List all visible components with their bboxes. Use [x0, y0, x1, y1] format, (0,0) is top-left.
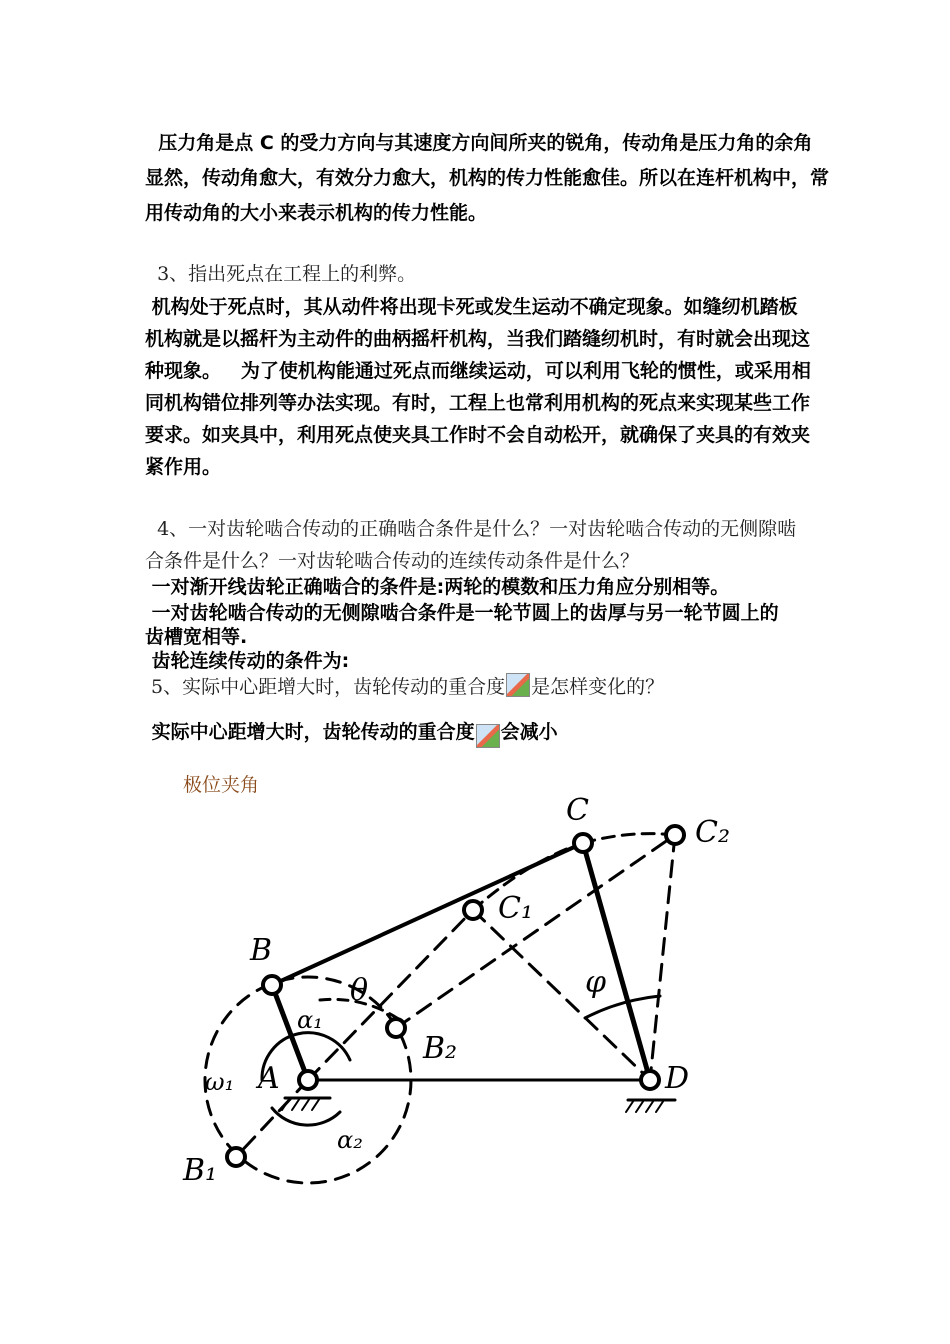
- question-4: 4、一对齿轮啮合传动的正确啮合条件是什么？一对齿轮啮合传动的无侧隙啮: [145, 518, 797, 540]
- text-line: 用传动角的大小来表示机构的传力性能。: [145, 202, 488, 224]
- crank-rocker-mechanism-diagram: [180, 790, 760, 1210]
- label-c1: C₁: [498, 891, 533, 926]
- question-5: [145, 673, 664, 699]
- answer-4: 一对渐开线齿轮正确啮合的条件是:两轮的模数和压力角应分别相等。: [145, 576, 730, 598]
- question-5-text: 是怎样变化的？: [531, 676, 665, 698]
- question-5-text: 5、实际中心距增大时，齿轮传动的重合度: [145, 676, 506, 698]
- label-b1: B₁: [183, 1153, 218, 1188]
- label-a: A: [258, 1061, 280, 1096]
- label-b2: B₂: [423, 1031, 458, 1066]
- label-theta: θ: [350, 973, 369, 1008]
- answer-5-text: 实际中心距增大时，齿轮传动的重合度: [145, 721, 475, 743]
- answer-5: [145, 720, 558, 748]
- label-omega1: ω₁: [205, 1068, 235, 1096]
- question-4: 合条件是什么？一对齿轮啮合传动的连续传动条件是什么？: [145, 550, 640, 572]
- answer-5-text: 会减小: [500, 721, 558, 743]
- text-line: 压力角是点 C 的受力方向与其速度方向间所夹的锐角，传动角是压力角的余角: [145, 132, 813, 154]
- text-line: 显然，传动角愈大，有效分力愈大，机构的传力性能愈佳。所以在连杆机构中，常: [145, 167, 830, 189]
- broken-image-icon: [506, 673, 530, 697]
- question-3: 3、指出死点在工程上的利弊。: [145, 263, 417, 285]
- answer-4: 一对齿轮啮合传动的无侧隙啮合条件是一轮节圆上的齿厚与另一轮节圆上的: [145, 602, 779, 624]
- label-alpha2: α₂: [337, 1126, 363, 1154]
- text-line: 同机构错位排列等办法实现。有时，工程上也常利用机构的死点来实现某些工作: [145, 392, 811, 414]
- answer-4: 齿槽宽相等.: [145, 626, 248, 648]
- text-line: 机构处于死点时，其从动件将出现卡死或发生运动不确定现象。如缝纫机踏板: [145, 296, 798, 318]
- broken-image-icon: [476, 724, 500, 748]
- answer-4: 齿轮连续传动的条件为:: [145, 650, 350, 672]
- label-b: B: [250, 933, 273, 968]
- label-c: C: [566, 793, 589, 828]
- label-c2: C₂: [695, 815, 730, 850]
- label-d: D: [665, 1061, 690, 1096]
- label-phi: φ: [585, 965, 607, 1000]
- figure-caption: 极位夹角: [183, 774, 260, 796]
- text-line: 紧作用。: [145, 456, 222, 478]
- text-line: 种现象。 为了使机构能通过死点而继续运动，可以利用飞轮的惯性，或采用相: [145, 360, 811, 382]
- text-line: 机构就是以摇杆为主动件的曲柄摇杆机构，当我们踏缝纫机时，有时就会出现这: [145, 328, 811, 350]
- label-alpha1: α₁: [297, 1006, 323, 1034]
- text-line: 要求。如夹具中，利用死点使夹具工作时不会自动松开，就确保了夹具的有效夹: [145, 424, 811, 446]
